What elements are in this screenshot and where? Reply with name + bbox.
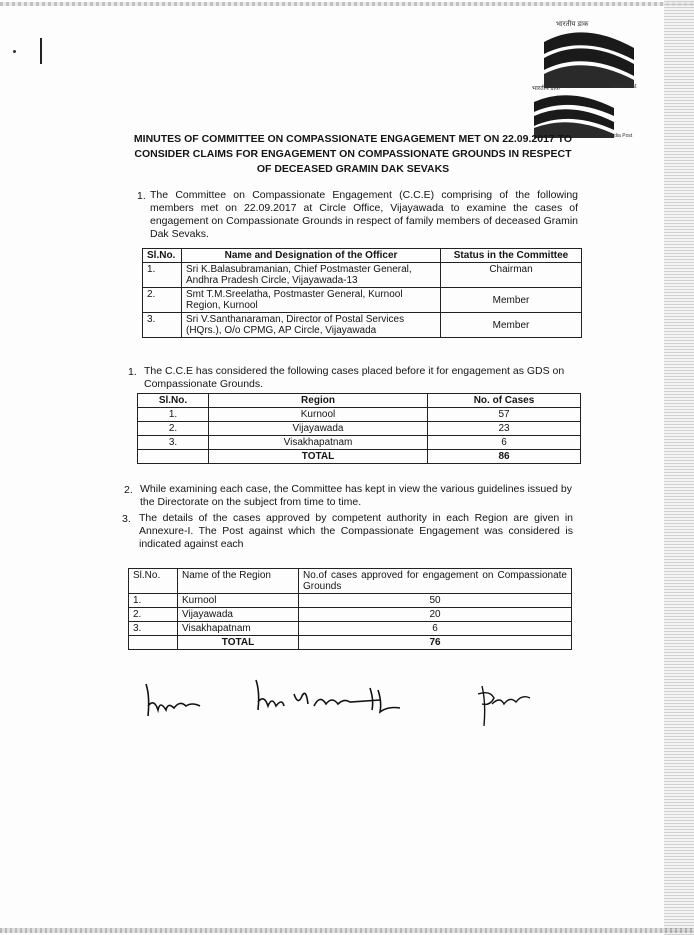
table-row (138, 436, 581, 450)
table-total-row (129, 636, 572, 650)
col-slno-header: Sl.No. (129, 569, 178, 594)
col-slno-header: Sl.No. (138, 394, 209, 408)
india-post-logo (528, 14, 638, 140)
cell-officer: Sri V.Santhanaraman, Director of Postal Services (HQrs.), O/o CPMG, AP Circle, Vijayawada (182, 313, 441, 338)
signature-3 (470, 682, 540, 732)
page-title: MINUTES OF COMMITTEE ON COMPASSIONATE ENGAGEMENT MET ON 22.09.2017 TO CONSIDER CLAIMS FOR ENGAGEMENT ON COMPASSIONATE GROUNDS IN RESPECT OF DECEASED GRAMIN DAK SEVAKS (133, 133, 573, 175)
col-status-header: Status in the Committee (441, 249, 582, 263)
cell-region: Kurnool (178, 594, 299, 608)
table-row (129, 608, 572, 622)
margin-mark (40, 38, 42, 64)
approved-cases-table (128, 568, 572, 650)
table-row (138, 408, 581, 422)
cell-region: Kurnool (209, 408, 428, 422)
cell-slno: 3. (129, 622, 178, 636)
cell-slno: 1. (129, 594, 178, 608)
scan-edge-right (664, 0, 694, 935)
col-region-header: Region (209, 394, 428, 408)
scan-edge-bottom (0, 928, 694, 933)
committee-members-table (142, 248, 582, 338)
cell-slno: 2. (129, 608, 178, 622)
cell-officer: Sri K.Balasubramanian, Chief Postmaster General, Andhra Pradesh Circle, Vijayawada-13 (182, 263, 441, 288)
table-header-row (138, 394, 581, 408)
cell-status: Member (441, 313, 582, 338)
total-value: 86 (428, 450, 581, 464)
cell-officer: Smt T.M.Sreelatha, Postmaster General, Kurnool Region, Kurnool (182, 288, 441, 313)
cell-slno: 1. (138, 408, 209, 422)
cell-slno: 2. (138, 422, 209, 436)
cell-region: Vijayawada (209, 422, 428, 436)
table-row (129, 594, 572, 608)
para4-text: The details of the cases approved by competent authority in each Region are given in Annexure-I. The Post against which the Compassionate Engagement was considered is indicated against each (139, 512, 573, 550)
logo-small-label: India Post (610, 133, 633, 139)
total-label: TOTAL (209, 450, 428, 464)
scan-edge-top (0, 2, 694, 6)
logo-hindi-label: भारतीय डाक (532, 86, 560, 92)
cell-empty (129, 636, 178, 650)
para4-number: 3. (122, 513, 131, 525)
col-cases-header: No. of Cases (428, 394, 581, 408)
cell-slno: 3. (138, 436, 209, 450)
signature-1 (140, 676, 220, 726)
cell-region: Visakhapatnam (209, 436, 428, 450)
col-approved-header: No.of cases approved for engagement on Compassionate Grounds (299, 569, 572, 594)
para3-text: While examining each case, the Committee has kept in view the various guidelines issued by the Directorate on the subject from time to time. (140, 483, 572, 508)
table-header-row (143, 249, 582, 263)
para1-number: 1. (137, 190, 146, 202)
cell-cases: 23 (428, 422, 581, 436)
para3-number: 2. (124, 484, 133, 496)
margin-dot (13, 50, 16, 53)
cell-approved: 20 (299, 608, 572, 622)
cell-cases: 6 (428, 436, 581, 450)
table-row (143, 263, 582, 288)
cell-status: Chairman (441, 263, 582, 288)
table-row (138, 422, 581, 436)
total-value: 76 (299, 636, 572, 650)
table-row (143, 288, 582, 313)
cell-approved: 50 (299, 594, 572, 608)
table-row (143, 313, 582, 338)
cell-region: Visakhapatnam (178, 622, 299, 636)
para2-number: 1. (128, 366, 137, 378)
logo-hindi-top: भारतीय डाक (556, 21, 589, 28)
table-header-row (129, 569, 572, 594)
col-region-header: Name of the Region (178, 569, 299, 594)
logo-english-label: India Post (610, 84, 637, 90)
total-label: TOTAL (178, 636, 299, 650)
para1-text: The Committee on Compassionate Engagement (C.C.E) comprising of the following members met on 22.09.2017 at Circle Office, Vijayawada to examine the cases of engagement on Compassionate Grounds in respect of family members of deceased Gramin Dak Sevaks. (150, 189, 578, 240)
cell-approved: 6 (299, 622, 572, 636)
table-row (129, 622, 572, 636)
cell-slno: 2. (143, 288, 182, 313)
cases-by-region-table (137, 393, 581, 464)
para2-text: The C.C.E has considered the following cases placed before it for engagement as GDS on Compassionate Grounds. (144, 365, 565, 390)
cell-empty (138, 450, 209, 464)
cell-cases: 57 (428, 408, 581, 422)
table-total-row (138, 450, 581, 464)
india-post-logo-icon (528, 14, 638, 140)
col-slno-header: Sl.No. (143, 249, 182, 263)
signature-2 (250, 676, 420, 726)
cell-region: Vijayawada (178, 608, 299, 622)
cell-slno: 1. (143, 263, 182, 288)
cell-status: Member (441, 288, 582, 313)
col-officer-header: Name and Designation of the Officer (182, 249, 441, 263)
cell-slno: 3. (143, 313, 182, 338)
